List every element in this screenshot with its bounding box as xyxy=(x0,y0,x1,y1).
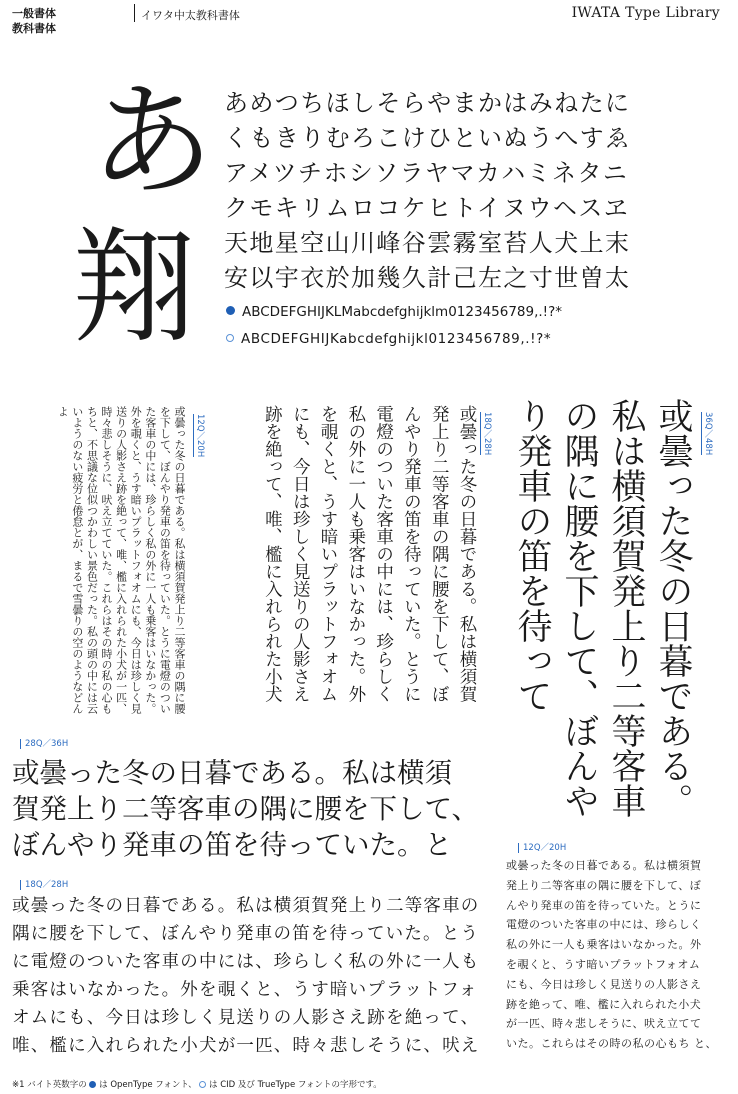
category-label xyxy=(12,6,56,36)
text-line: を覗くと、うす暗いプラットフォオム xyxy=(506,957,701,971)
char-row: あめつちほしそらやまかはみねたに xyxy=(224,89,631,117)
size-label-h18: 18Q／28H xyxy=(20,880,68,890)
footnote-part3: は CID 及び TrueType フォントの字形です。 xyxy=(209,1080,382,1090)
char-row: 安以宇衣於加幾久計己左之寸世曽太 xyxy=(224,264,631,292)
category-line-2: 教科書体 xyxy=(12,22,56,35)
filled-dot-icon xyxy=(226,306,235,315)
text-line: が一匹、時々悲しそうに、吠え立てて xyxy=(506,1017,702,1031)
horizontal-text-18q xyxy=(12,892,492,1060)
text-line: 電燈のついた客車の中には、珍らしく xyxy=(506,918,702,932)
text-line: 跡を絶って、唯、檻に入れられた小犬 xyxy=(506,997,702,1011)
vertical-text-12q: 或曇った冬の日暮である。私は横須賀発上り二等客車の隅に腰を下して、ぼんやり発車の笛を待っていた。とうに電燈のついた客車の中には、珍らしく私の外に一人も乗客はいなかった。外を覗くと、うす暗いプラットフォオムにも、今日は珍しく見送りの人影さえ跡を絶って、唯、檻に入れられた小犬が一匹、時々悲しそうに、吠え立てていた。これらはその時の私の心もちと、不思議な位似つかわしい景色だった。私の頭の中には云いようのない疲労と倦怠とが、まるで雪曇りの空のようなどんよ xyxy=(56,406,186,714)
char-row: くもきりむろこけひといぬうへすゑ xyxy=(224,124,631,152)
footnote xyxy=(12,1078,382,1090)
text-line: 或曇った冬の日暮である。私は横須 xyxy=(12,757,452,789)
size-label-v36: 36Q／48H xyxy=(703,412,713,456)
category-line-1: 一般書体 xyxy=(12,7,56,20)
char-row: アメツチホシソラヤマカハミネタニ xyxy=(224,159,629,187)
text-line: 私の外に一人も乗客はいなかった。外 xyxy=(506,938,702,952)
font-name: イワタ中太教科書体 xyxy=(141,9,240,22)
specimen-char-sho: 翔 xyxy=(72,216,197,360)
text-line: ぼんやり発車の笛を待っていた。と xyxy=(12,829,452,861)
text-line: 或曇った冬の日暮である。私は横須賀発上り二等客車の xyxy=(12,896,480,916)
alphabet-opentype xyxy=(226,304,562,320)
text-line: にも、今日は珍しく見送りの人影さえ xyxy=(506,977,702,991)
library-title: IWATA Type Library xyxy=(571,5,720,21)
filled-dot-icon xyxy=(89,1081,96,1088)
text-line: 発上り二等客車の隅に腰を下して、ぼ xyxy=(506,878,702,892)
alphabet-cid-text: ABCDEFGHIJKabcdefghijkl0123456789,.!?* xyxy=(241,331,552,347)
horizontal-text-12q xyxy=(506,856,728,1054)
size-label-v18: 18Q／28H xyxy=(482,412,492,456)
text-line: に電燈のついた客車の中には、珍らしく私の外に一人も xyxy=(12,952,480,972)
char-row: クモキリムロコケヒトイヌウヘスヱ xyxy=(224,194,630,222)
header-divider xyxy=(134,4,135,22)
text-line: 或曇った冬の日暮である。私は横須賀 xyxy=(506,859,702,872)
alphabet-opentype-text: ABCDEFGHIJKLMabcdefghijklm0123456789,.!?* xyxy=(242,304,563,320)
size-label-h12: 12Q／20H xyxy=(518,843,566,853)
text-line: 唯、檻に入れられた小犬が一匹、時々悲しそうに、吠え xyxy=(12,1036,480,1056)
text-line: いた。これらはその時の私の心もち と、 xyxy=(506,1037,717,1051)
character-set xyxy=(224,86,656,296)
text-line: 賀発上り二等客車の隅に腰を下して、 xyxy=(12,793,479,825)
footnote-part2: は OpenType フォント、 xyxy=(99,1080,197,1090)
vertical-text-18q: 或曇った冬の日暮である。私は横須賀発上り二等客車の隅に腰を下して、ぼんやり発車の笛を待っていた。とうに電燈のついた客車の中には、珍らしく私の外に一人も乗客はいなかった。外を覗くと、うす暗いプラットフォオムにも、今日は珍しく見送りの人影さえ跡を絶って、唯、檻に入れられた小犬 xyxy=(262,405,477,703)
vertical-text-36q: 或曇った冬の日暮である。私は横須賀発上り二等客車の隅に腰を下して、ぼんやり発車の笛を待って xyxy=(512,398,693,818)
size-label-h28: 28Q／36H xyxy=(20,739,68,749)
text-line: んやり発車の笛を待っていた。とうに xyxy=(506,898,702,912)
ring-dot-icon xyxy=(226,334,234,342)
text-line: 乗客はいなかった。外を覗くと、うす暗いプラットフォ xyxy=(12,980,478,1000)
ring-dot-icon xyxy=(199,1081,206,1088)
char-row: 天地星空山川峰谷雲霧室苔人犬上末 xyxy=(224,229,631,257)
specimen-char-a: あ xyxy=(90,70,215,214)
size-label-v12: 12Q／20H xyxy=(195,414,205,458)
text-line: 隅に腰を下して、ぼんやり発車の笛を待っていた。とう xyxy=(12,924,480,944)
text-line: オムにも、今日は珍しく見送りの人影さえ跡を絶って、 xyxy=(12,1008,480,1028)
alphabet-cid xyxy=(226,331,551,347)
horizontal-text-28q xyxy=(12,755,497,863)
footnote-part1: ※1 バイト英数字の xyxy=(12,1080,87,1090)
